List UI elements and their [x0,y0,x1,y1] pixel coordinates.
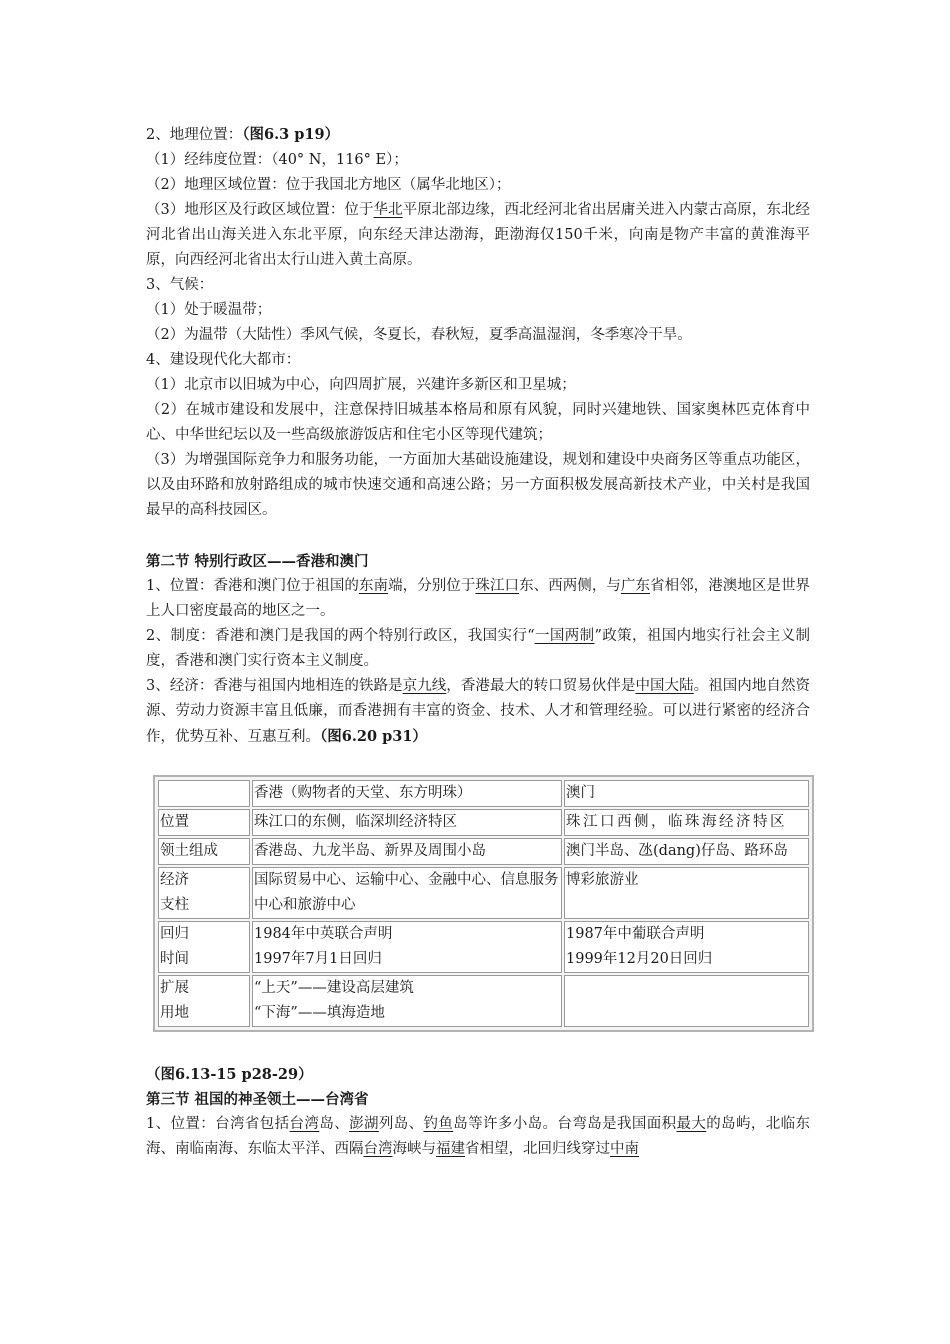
table-cell [564,975,809,1027]
table-cell: 珠江口的东侧，临深圳经济特区 [252,809,562,836]
table-cell: 澳门半岛、氹(dang)仔岛、路环岛 [564,838,809,865]
build-heading: 4、建设现代化大都市： [146,352,301,368]
table-cell: 香港（购物者的天堂、东方明珠） [252,780,562,807]
table-cell: 博彩旅游业 [564,867,809,919]
system-paragraph: 2、制度：香港和澳门是我国的两个特别行政区，我国实行“一国两制”政策，祖国内地实行社会主义制度，香港和澳门实行资本主义制度。 [146,628,810,669]
location-heading: 2、地理位置：（图6.3 p19） [146,126,340,143]
table-cell: 1987年中葡联合声明 1999年12月20日回归 [564,921,809,973]
table-cell: 1984年中英联合声明 1997年7月1日回归 [252,921,562,973]
table-cell [158,780,250,807]
table-cell: 香港岛、九龙半岛、新界及周围小岛 [252,838,562,865]
economy-paragraph: 3、经济：香港与祖国内地相连的铁路是京九线，香港最大的转口贸易伙伴是中国大陆。祖国内地自然资源、劳动力资源丰富且低廉，而香港拥有丰富的资金、技术、人才和管理经验。可以进行紧密的经济合作，优势互补、互惠互利。（图6.20 p31） [146,678,811,745]
climate-heading: 3、气候： [146,277,214,293]
table-cell: 珠江口西侧，临珠海经济特区 [564,809,809,836]
table-row [158,838,809,865]
section-2-title: 第二节 特别行政区——香港和澳门 [146,553,369,570]
figure-reference: （图6.20 p31） [320,728,427,745]
table-cell: 国际贸易中心、运输中心、金融中心、信息服务中心和旅游中心 [252,867,562,919]
terrain-paragraph: （3）地形区及行政区域位置：位于华北平原北部边缘，西北经河北省出居庸关进入内蒙古高原，东北经河北省出山海关进入东北平原，向东经天津达渤海，距渤海仅150千米，向南是物产丰富的黄淮海平原，向西经河北省出太行山进入黄土高原。 [146,202,811,268]
taiwan-location-paragraph: 1、位置：台湾省包括台湾岛、澎湖列岛、钓鱼岛等许多小岛。台弯岛是我国面积最大的岛屿，北临东海、南临南海、东临太平洋、西隔台湾海峡与福建省相望，北回归线穿过中南 [146,1116,811,1157]
table-cell: “上天”——建设高层建筑 “下海”——填海造地 [252,975,562,1027]
table-row [158,867,809,919]
table-cell: 澳门 [564,780,809,807]
table-cell: 回归 时间 [158,921,250,973]
table-cell: 领土组成 [158,838,250,865]
build-line-1: （1）北京市以旧城为中心，向四周扩展，兴建许多新区和卫星城； [146,377,576,393]
region-line: （2）地理区域位置：位于我国北方地区（属华北地区）； [146,177,511,193]
table-cell: 扩展 用地 [158,975,250,1027]
table-row [158,975,809,1027]
build-paragraph-3: （3）为增强国际竞争力和服务功能，一方面加大基础设施建设，规划和建设中央商务区等重点功能区，以及由环路和放射路组成的城市快速交通和高速公路；另一方面积极发展高新技术产业，中关村是我国最早的高科技园区。 [146,452,810,518]
table-cell: 位置 [158,809,250,836]
document-content [146,122,810,1162]
build-paragraph-2: （2）在城市建设和发展中，注意保持旧城基本格局和原有风貌，同时兴建地铁、国家奥林匹克体育中心、中华世纪坛以及一些高级旅游饭店和住宅小区等现代建筑； [146,402,810,443]
figure-reference: （图6.13-15 p28-29） [146,1066,313,1083]
figure-reference: （图6.3 p19） [242,126,340,143]
coordinates-line: （1）经纬度位置：（40° N，116° E）； [146,152,408,168]
table-row [158,921,809,973]
table-cell: 经济 支柱 [158,867,250,919]
climate-line-2: （2）为温带（大陆性）季风气候，冬夏长，春秋短，夏季高温湿润，冬季寒冷干旱。 [146,327,692,343]
hk-macau-location-paragraph: 1、位置：香港和澳门位于祖国的东南端，分别位于珠江口东、西两侧，与广东省相邻，港澳地区是世界上人口密度最高的地区之一。 [146,578,811,619]
table-header-row [158,780,809,807]
climate-line-1: （1）处于暖温带； [146,302,272,318]
table-row [158,809,809,836]
comparison-table [153,775,814,1032]
section-3-title: 第三节 祖国的神圣领土——台湾省 [146,1091,369,1108]
